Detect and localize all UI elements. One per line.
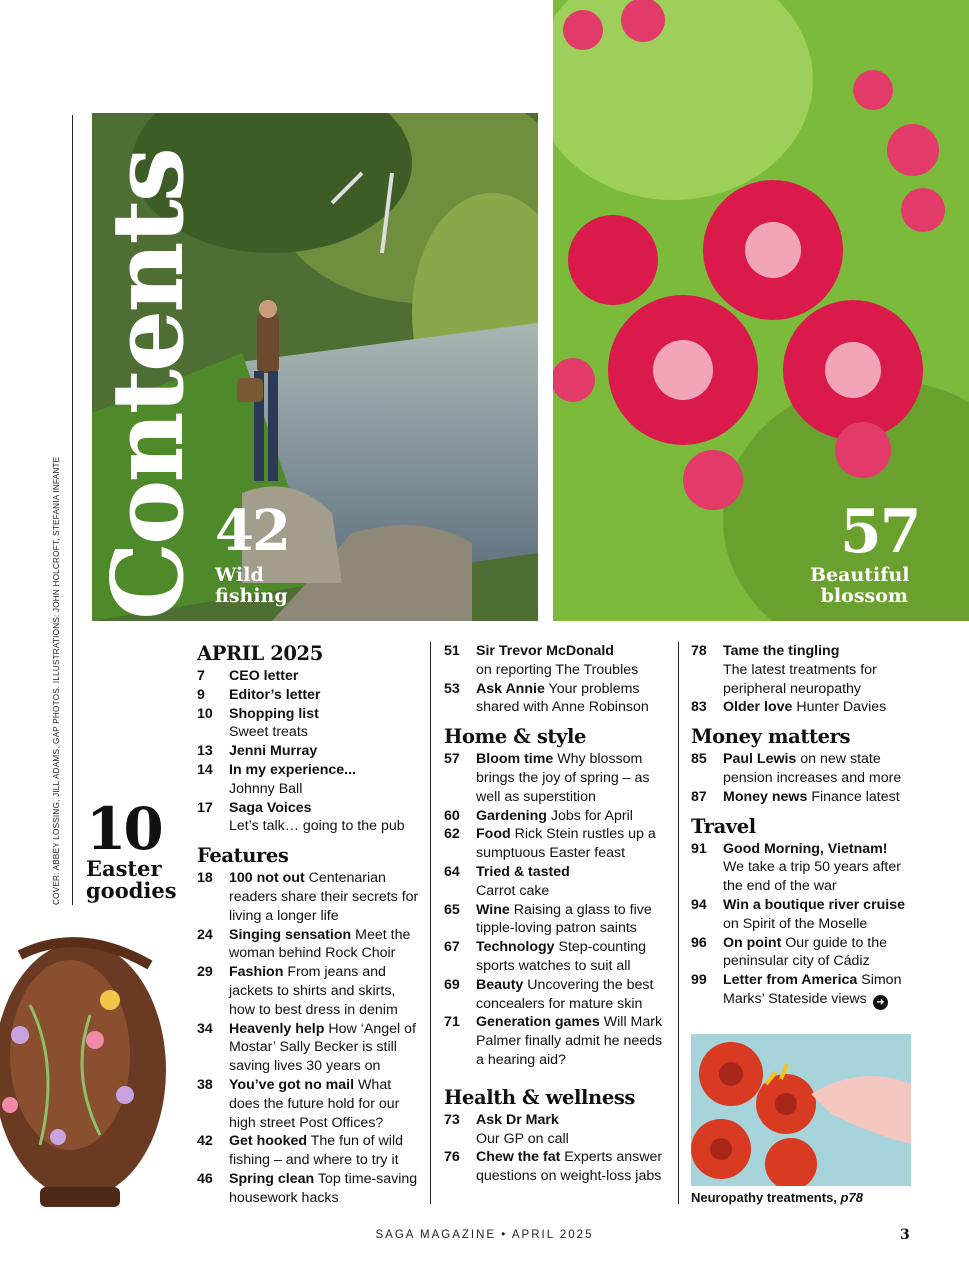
contents-item[interactable]: 34 Heavenly help How ‘Angel of Mostar’ Sally Becker is still saving lives 30 years on [197,1020,416,1075]
contents-item[interactable]: 73 Ask Dr Mark Our GP on call [444,1111,569,1147]
easter-egg-illustration [0,925,168,1210]
contents-item[interactable]: 10 Shopping list Sweet treats [197,705,319,741]
contents-item[interactable]: 83 Older love Hunter Davies [691,699,887,716]
credit-divider [72,115,73,905]
easter-caption: Easter goodies [86,856,177,903]
section-heading: APRIL 2025 [197,642,323,665]
photo-credit: COVER: ABBEY LOSSING, JILL ADAMS, GAP PHOTOS. ILLUSTRATIONS: JOHN HOLCROFT, STEFANIA INFANTE [52,456,61,905]
blossom-caption: Beautiful blossom [810,564,910,607]
section-heading: Travel [691,814,756,838]
contents-item[interactable]: 85 Paul Lewis on new state pension increases and more [691,751,902,786]
contents-item[interactable]: 78 Tame the tingling The latest treatments for peripheral neuropathy [691,643,877,697]
contents-title: Contents [91,150,206,620]
contents-item[interactable]: 67 Technology Step-counting sports watches to suit all [444,939,647,974]
neuropathy-illustration [691,1034,911,1186]
contents-item[interactable]: 62 Food Rick Stein rustles up a sumptuous Easter feast [444,826,656,862]
section-heading: Health & wellness [444,1085,635,1109]
illustration-caption: Neuropathy treatments, p78 [691,1190,863,1205]
section-heading: Features [197,844,289,868]
contents-item[interactable]: 60 Gardening Jobs for April [444,807,633,824]
contents-item[interactable]: 29 Fashion From jeans and jackets to shirts and skirts, how to best dress in denim [197,964,398,1018]
contents-item[interactable]: 99 Letter from America Simon Marks’ Stateside views ➜ [691,972,902,1008]
contents-item[interactable]: 64 Tried & tasted Carrot cake [444,863,570,899]
fishing-caption: Wild fishing [215,564,288,607]
contents-column-2 [444,642,670,1186]
contents-item[interactable]: 18 100 not out Centenarian readers share their secrets for living a longer life [197,870,419,924]
arrow-right-icon[interactable]: ➜ [873,995,888,1010]
contents-item[interactable]: 13 Jenni Murray [197,743,318,760]
contents-item[interactable]: 65 Wine Raising a glass to five tipple-loving patron saints [444,901,652,937]
contents-item[interactable]: 69 Beauty Uncovering the best concealers for mature skin [444,976,654,1012]
contents-item[interactable]: 53 Ask Annie Your problems shared with Anne Robinson [444,680,649,716]
contents-item[interactable]: 9 Editor’s letter [197,686,321,703]
page-footer: SAGA MAGAZINE • APRIL 2025 [375,1229,594,1241]
contents-column-1 [197,642,422,1208]
section-heading: Money matters [691,725,851,749]
contents-item[interactable]: 51 Sir Trevor McDonald on reporting The Troubles [444,643,639,678]
column-divider [430,642,431,1204]
roses-hand-illustration [691,1034,911,1186]
contents-item[interactable]: 24 Singing sensation Meet the woman behind Rock Choir [197,926,411,962]
contents-item[interactable]: 57 Bloom time Why blossom brings the joy of spring – as well as superstition [444,751,650,805]
easter-egg-photo [0,925,168,1210]
contents-item[interactable]: 76 Chew the fat Experts answer questions on weight-loss jabs [444,1149,663,1185]
contents-item[interactable]: 87 Money news Finance latest [691,788,900,805]
contents-item[interactable]: 91 Good Morning, Vietnam! We take a trip 50 years after the end of the war [691,840,901,895]
section-heading: Home & style [444,725,586,749]
contents-item[interactable]: 38 You’ve got no mail What does the future hold for our high street Post Offices? [197,1076,400,1131]
easter-page-number: 10 [86,795,161,863]
contents-item[interactable]: 96 On point Our guide to the peninsular city of Cádiz [691,934,888,970]
contents-item[interactable]: 7 CEO letter [197,668,299,684]
contents-item[interactable]: 42 Get hooked The fun of wild fishing – and where to try it [197,1133,404,1169]
fishing-page-number: 42 [215,498,289,564]
contents-item[interactable]: 46 Spring clean Top time-saving housework hacks [197,1170,418,1206]
contents-item[interactable]: 17 Saga Voices Let’s talk… going to the pub [197,799,405,835]
contents-item[interactable]: 14 In my experience... Johnny Ball [197,761,356,797]
contents-item[interactable]: 94 Win a boutique river cruise on Spirit of the Moselle [691,896,905,932]
column-divider [678,642,679,1204]
contents-item[interactable]: 71 Generation games Will Mark Palmer finally admit he needs a hearing aid? [444,1014,663,1068]
contents-column-3 [691,642,915,1010]
page-number: 3 [900,1227,910,1243]
blossom-page-number: 57 [840,497,920,567]
